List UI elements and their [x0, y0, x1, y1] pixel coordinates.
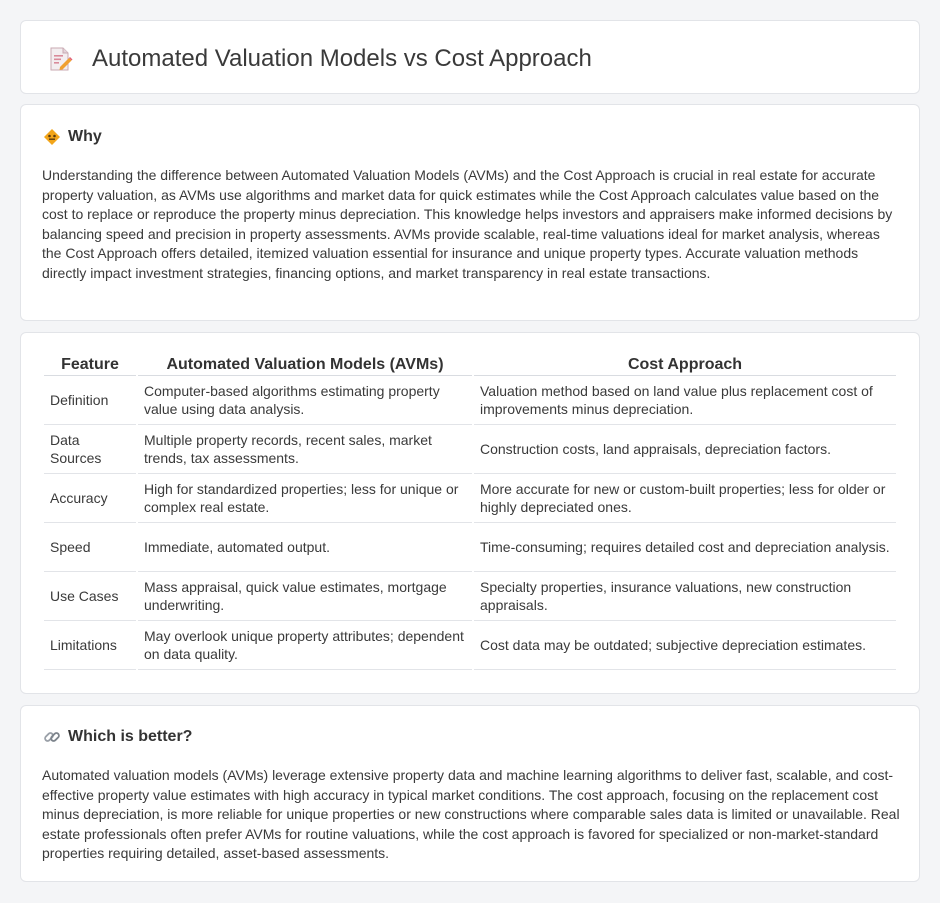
- cost-cell: Cost data may be outdated; subjective depreciation estimates.: [474, 621, 896, 670]
- feature-cell: Speed: [44, 523, 136, 572]
- road-sign-icon: [43, 128, 61, 146]
- which-is-better-section: [20, 705, 920, 882]
- why-section: [20, 104, 920, 321]
- link-icon: [43, 728, 61, 746]
- cost-cell: Time-consuming; requires detailed cost and depreciation analysis.: [474, 523, 896, 572]
- page-title: Automated Valuation Models vs Cost Approach: [92, 45, 592, 72]
- comparison-table: [42, 355, 898, 670]
- comparison-section: [20, 332, 920, 694]
- avm-cell: May overlook unique property attributes; dependent on data quality.: [138, 621, 472, 670]
- cost-cell: Specialty properties, insurance valuations, new construction appraisals.: [474, 572, 896, 621]
- feature-cell: Accuracy: [44, 474, 136, 523]
- why-heading: [43, 128, 102, 146]
- feature-cell: Use Cases: [44, 572, 136, 621]
- avm-cell: Multiple property records, recent sales, market trends, tax assessments.: [138, 425, 472, 474]
- table-row: [44, 474, 896, 523]
- feature-cell: Data Sources: [44, 425, 136, 474]
- document-pencil-icon: [47, 46, 73, 72]
- avm-cell: High for standardized properties; less for unique or complex real estate.: [138, 474, 472, 523]
- better-title: Which is better?: [68, 728, 193, 745]
- cost-cell: More accurate for new or custom-built properties; less for older or highly depreciated ones.: [474, 474, 896, 523]
- header-card: [20, 20, 920, 94]
- better-text: Automated valuation models (AVMs) leverage extensive property data and machine learning algorithms to deliver fast, scalable, and cost-effective property value estimates with high accuracy in typical market conditions. The cost approach, focusing on the replacement cost minus depreciation, is more reliable for unique properties or new constructions where comparable sales data is limited or unavailable. Real estate professionals often prefer AVMs for routine valuations, while the cost approach is favored for specialized or non-market-standard properties requiring detailed, asset-based assessments.: [42, 767, 900, 861]
- column-header-cost: Cost Approach: [474, 355, 896, 376]
- cost-cell: Construction costs, land appraisals, depreciation factors.: [474, 425, 896, 474]
- avm-cell: Computer-based algorithms estimating property value using data analysis.: [138, 376, 472, 425]
- table-row: [44, 621, 896, 670]
- why-title: Why: [68, 128, 102, 145]
- column-header-avm: Automated Valuation Models (AVMs): [138, 355, 472, 376]
- table-row: [44, 425, 896, 474]
- table-header-row: [44, 355, 896, 376]
- feature-cell: Definition: [44, 376, 136, 425]
- avm-cell: Mass appraisal, quick value estimates, mortgage underwriting.: [138, 572, 472, 621]
- feature-cell: Limitations: [44, 621, 136, 670]
- why-text: Understanding the difference between Automated Valuation Models (AVMs) and the Cost Approach is crucial in real estate for accurate property valuation, as AVMs use algorithms and market data for quick estimates while the Cost Approach calculates value based on the cost to replace or reproduce the property minus depreciation. This knowledge helps investors and appraisers make informed decisions by balancing speed and precision in property assessments. AVMs provide scalable, real-time valuations ideal for market analysis, whereas the Cost Approach offers detailed, itemized valuation essential for insurance and unique property types. Accurate valuation methods directly impact investment strategies, financing options, and market transparency in real estate transactions.: [42, 167, 893, 281]
- cost-cell: Valuation method based on land value plus replacement cost of improvements minus depreciation.: [474, 376, 896, 425]
- table-row: [44, 523, 896, 572]
- table-row: [44, 572, 896, 621]
- column-header-feature: Feature: [44, 355, 136, 376]
- avm-cell: Immediate, automated output.: [138, 523, 472, 572]
- table-row: [44, 376, 896, 425]
- better-heading: [43, 728, 192, 746]
